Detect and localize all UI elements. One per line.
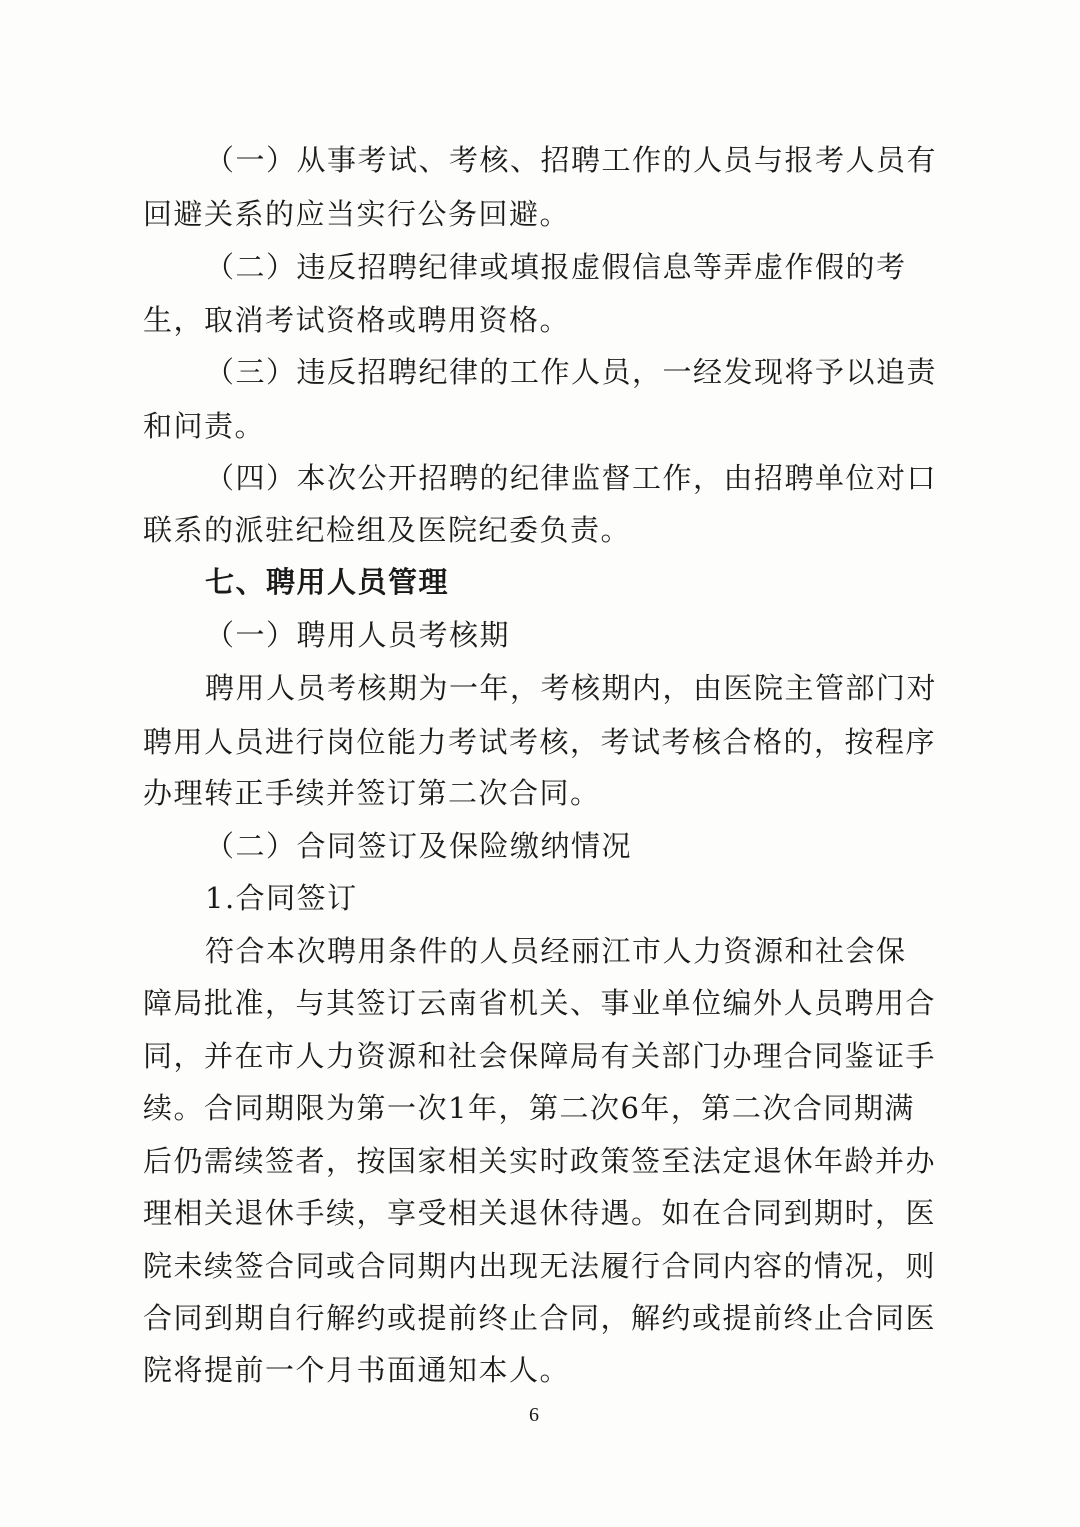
text-line: 回避关系的应当实行公务回避。 <box>143 197 571 231</box>
text-line: （一）从事考试、考核、招聘工作的人员与报考人员有 <box>205 143 938 177</box>
subsection-heading: （二）合同签订及保险缴纳情况 <box>205 829 633 863</box>
text-line: 和问责。 <box>143 409 266 443</box>
text-line: 理相关退休手续，享受相关退休待遇。如在合同到期时，医 <box>143 1196 937 1230</box>
text-line: 办理转正手续并签订第二次合同。 <box>143 776 601 810</box>
text-line: 后仍需续签者，按国家相关实时政策签至法定退休年龄并办 <box>143 1144 937 1178</box>
text-line: （二）违反招聘纪律或填报虚假信息等弄虚作假的考 <box>205 250 907 284</box>
page-number: 6 <box>529 1404 539 1426</box>
text-line: 联系的派驻纪检组及医院纪委负责。 <box>143 513 632 547</box>
text-line: （四）本次公开招聘的纪律监督工作，由招聘单位对口 <box>205 461 938 495</box>
text-line: 院将提前一个月书面通知本人。 <box>143 1353 571 1387</box>
text-line: （三）违反招聘纪律的工作人员，一经发现将予以追责 <box>205 355 938 389</box>
text-line: 生，取消考试资格或聘用资格。 <box>143 303 571 337</box>
subsection-heading: （一）聘用人员考核期 <box>205 618 511 652</box>
text-line: 院未续签合同或合同期内出现无法履行合同内容的情况，则 <box>143 1249 937 1283</box>
section-heading: 七、聘用人员管理 <box>205 565 450 599</box>
text-line: 障局批准，与其签订云南省机关、事业单位编外人员聘用合 <box>143 986 937 1020</box>
text-line: 聘用人员考核期为一年，考核期内，由医院主管部门对 <box>205 671 938 705</box>
text-line: 合同到期自行解约或提前终止合同，解约或提前终止合同医 <box>143 1301 937 1335</box>
item-heading: 1.合同签订 <box>205 881 358 915</box>
text-line: 续。合同期限为第一次1年，第二次6年，第二次合同期满 <box>143 1091 915 1125</box>
text-line: 同，并在市人力资源和社会保障局有关部门办理合同鉴证手 <box>143 1039 937 1073</box>
text-line: 符合本次聘用条件的人员经丽江市人力资源和社会保 <box>205 934 907 968</box>
text-line: 聘用人员进行岗位能力考试考核，考试考核合格的，按程序 <box>143 725 937 759</box>
